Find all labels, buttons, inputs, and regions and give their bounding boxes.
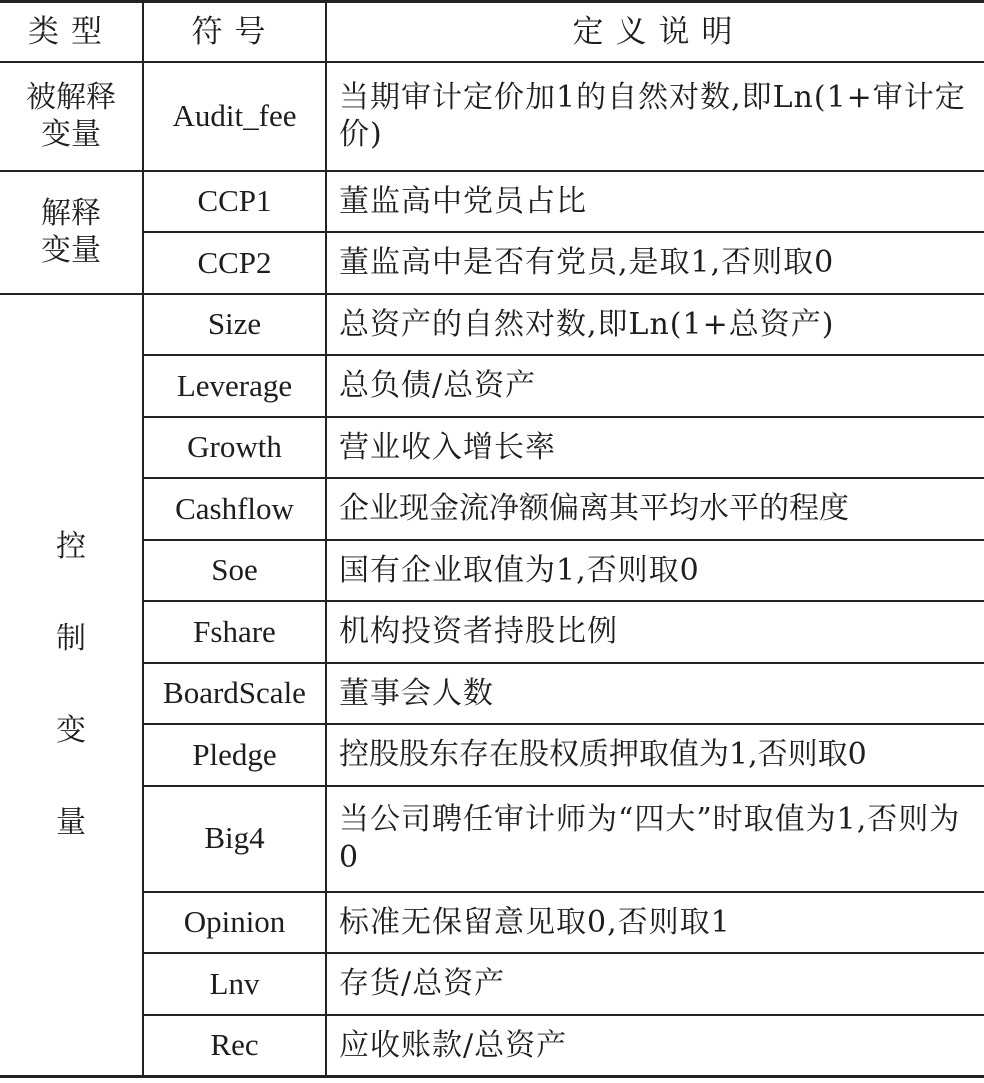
definition-cell: 企业现金流净额偏离其平均水平的程度: [326, 478, 984, 540]
table-row: [0, 355, 984, 417]
symbol-cell: Pledge: [143, 724, 326, 786]
table-row: [0, 953, 984, 1015]
group-control-char: 变: [56, 712, 86, 748]
definition-cell: 总资产的自然对数,即Ln(1+总资产): [326, 294, 984, 356]
group-dependent: 被解释 变量: [0, 62, 143, 171]
group-independent: 解释 变量: [0, 171, 143, 294]
table-row: [0, 1015, 984, 1077]
table-row: [0, 232, 984, 294]
group-control-char: 制: [56, 620, 86, 656]
symbol-cell: Big4: [143, 786, 326, 892]
symbol-cell: CCP2: [143, 232, 326, 294]
definition-cell: 机构投资者持股比例: [326, 601, 984, 663]
header-type: 类型: [0, 2, 143, 63]
definition-cell: 总负债/总资产: [326, 355, 984, 417]
definition-cell: 当公司聘任审计师为“四大”时取值为1,否则为0: [326, 786, 984, 892]
definition-cell: 存货/总资产: [326, 953, 984, 1015]
definition-cell: 当期审计定价加1的自然对数,即Ln(1+审计定价): [326, 62, 984, 171]
definition-cell: 控股股东存在股权质押取值为1,否则取0: [326, 724, 984, 786]
table-row: [0, 478, 984, 540]
symbol-cell: Size: [143, 294, 326, 356]
definition-cell: 应收账款/总资产: [326, 1015, 984, 1077]
symbol-cell: BoardScale: [143, 663, 326, 725]
table-row: [0, 62, 984, 171]
symbol-cell: Opinion: [143, 892, 326, 954]
definition-cell: 董监高中是否有党员,是取1,否则取0: [326, 232, 984, 294]
symbol-cell: Growth: [143, 417, 326, 479]
table-row: [0, 663, 984, 725]
table-row: [0, 892, 984, 954]
definition-cell: 营业收入增长率: [326, 417, 984, 479]
table-row: [0, 601, 984, 663]
definition-cell: 董事会人数: [326, 663, 984, 725]
group-control-char: 量: [56, 804, 86, 840]
symbol-cell: Cashflow: [143, 478, 326, 540]
definition-cell: 董监高中党员占比: [326, 171, 984, 233]
symbol-cell: Fshare: [143, 601, 326, 663]
table-row: [0, 171, 984, 233]
definition-cell: 标准无保留意见取0,否则取1: [326, 892, 984, 954]
table-row: [0, 786, 984, 892]
table-row: [0, 294, 984, 356]
symbol-cell: Soe: [143, 540, 326, 602]
symbol-cell: Lnv: [143, 953, 326, 1015]
header-definition: 定义说明: [326, 2, 984, 63]
table-row: [0, 724, 984, 786]
symbol-cell: Rec: [143, 1015, 326, 1077]
header-symbol: 符号: [143, 2, 326, 63]
symbol-cell: Audit_fee: [143, 62, 326, 171]
header-row: [0, 2, 984, 63]
symbol-cell: CCP1: [143, 171, 326, 233]
table-row: [0, 540, 984, 602]
definition-cell: 国有企业取值为1,否则取0: [326, 540, 984, 602]
group-control-char: 控: [56, 528, 86, 564]
group-control: [0, 294, 143, 1077]
symbol-cell: Leverage: [143, 355, 326, 417]
table-row: [0, 417, 984, 479]
